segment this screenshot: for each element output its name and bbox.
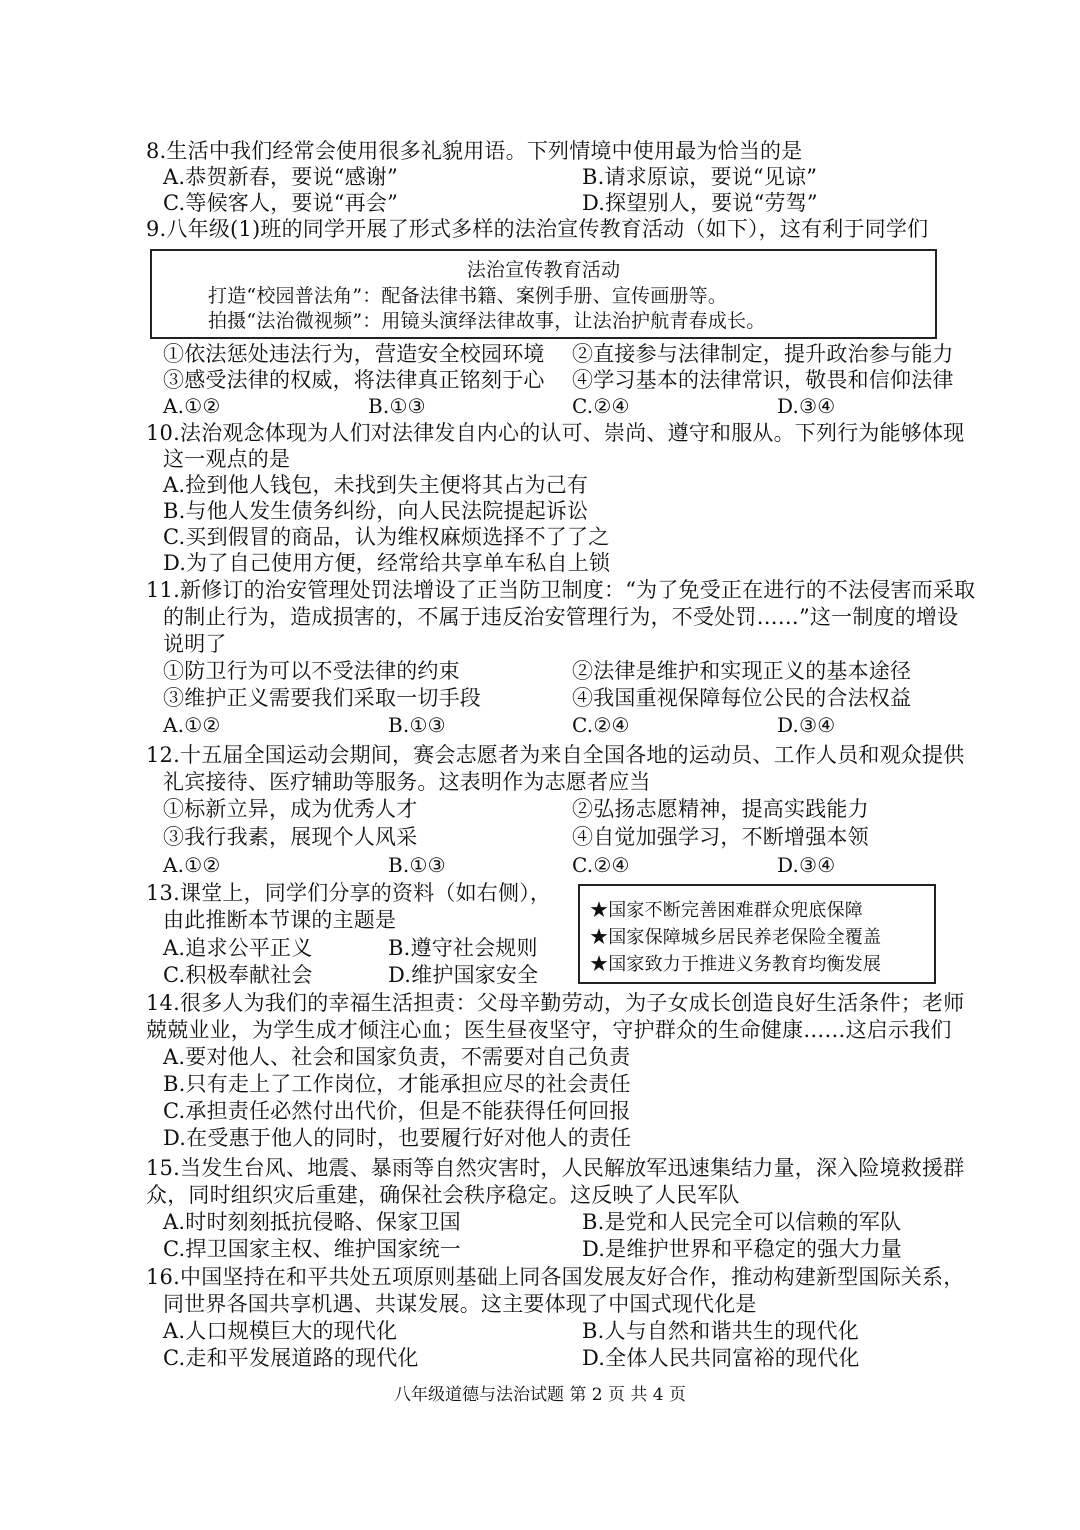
question-10-option-b: B.与他人发生债务纠纷，向人民法院提起诉讼 — [163, 499, 589, 523]
question-13-stem: 13.课堂上，同学们分享的资料（如右侧）， — [146, 881, 552, 905]
question-9-stem: 9.八年级(1)班的同学开展了形式多样的法治宣传教育活动（如下），这有利于同学们 — [146, 217, 929, 241]
question-11-option-b: B.①③ — [388, 713, 446, 737]
question-10-option-a: A.捡到他人钱包，未找到失主便将其占为己有 — [163, 473, 589, 497]
question-12-option-c: C.②④ — [572, 853, 630, 877]
question-13-option-a: A.追求公平正义 — [163, 936, 313, 960]
question-9-option-d: D.③④ — [777, 394, 836, 418]
question-10-stem-cont: 这一观点的是 — [163, 447, 291, 471]
question-13-option-b: B.遵守社会规则 — [388, 936, 538, 960]
question-11-stem-cont-2: 说明了 — [163, 632, 227, 656]
question-16-option-b: B.人与自然和谐共生的现代化 — [582, 1319, 859, 1343]
question-12-option-a: A.①② — [163, 853, 221, 877]
question-11-stem-cont: 的制止行为，造成损害的，不属于违反治安管理行为，不受处罚……”这一制度的增设 — [163, 605, 959, 629]
question-15-option-b: B.是党和人民完全可以信赖的军队 — [582, 1210, 902, 1234]
question-8-option-d: D.探望别人，要说“劳驾” — [582, 191, 818, 215]
question-11-statement-2: ②法律是维护和实现正义的基本途径 — [572, 659, 912, 683]
page-footer: 八年级道德与法治试题 第 2 页 共 4 页 — [393, 1385, 687, 1405]
question-15-stem-cont: 众，同时组织灾后重建，确保社会秩序稳定。这反映了人民军队 — [146, 1183, 740, 1207]
material-box-line-3: ★国家致力于推进义务教育均衡发展 — [590, 954, 882, 975]
material-box-line-2: ★国家保障城乡居民养老保险全覆盖 — [590, 927, 882, 948]
question-15-option-a: A.时时刻刻抵抗侵略、保家卫国 — [163, 1210, 461, 1234]
question-8-option-a: A.恭贺新春，要说“感谢” — [163, 165, 398, 189]
material-box-line-2: 拍摄“法治微视频”：用镜头演绎法律故事，让法治护航青春成长。 — [208, 310, 766, 332]
question-10-stem: 10.法治观念体现为人们对法律发自内心的认可、崇尚、遵守和服从。下列行为能够体现 — [146, 421, 965, 445]
question-12-statement-1: ①标新立异，成为优秀人才 — [163, 797, 418, 821]
question-12-statement-4: ④自觉加强学习，不断增强本领 — [572, 825, 869, 849]
question-11-statement-4: ④我国重视保障每位公民的合法权益 — [572, 686, 912, 710]
question-9-statement-4: ④学习基本的法律常识，敬畏和信仰法律 — [572, 368, 954, 392]
question-12-statement-2: ②弘扬志愿精神，提高实践能力 — [572, 797, 869, 821]
question-14-stem-cont: 兢兢业业，为学生成才倾注心血；医生昼夜坚守，守护群众的生命健康……这启示我们 — [146, 1018, 952, 1042]
question-16-option-d: D.全体人民共同富裕的现代化 — [582, 1346, 860, 1370]
question-9-statement-1: ①依法惩处违法行为，营造安全校园环境 — [163, 342, 545, 366]
question-12-option-b: B.①③ — [388, 853, 446, 877]
question-11-statement-1: ①防卫行为可以不受法律的约束 — [163, 659, 460, 683]
material-box-line-1: ★国家不断完善困难群众兜底保障 — [590, 900, 863, 921]
question-15-option-d: D.是维护世界和平稳定的强大力量 — [582, 1237, 902, 1261]
question-16-stem-cont: 同世界各国共享机遇、共谋发展。这主要体现了中国式现代化是 — [163, 1292, 757, 1316]
question-12-option-d: D.③④ — [777, 853, 836, 877]
question-9-option-b: B.①③ — [368, 394, 426, 418]
material-box-line-1: 打造“校园普法角”：配备法律书籍、案例手册、宣传画册等。 — [208, 285, 728, 307]
question-10-option-d: D.为了自己使用方便，经常给共享单车私自上锁 — [163, 551, 611, 575]
question-11-option-a: A.①② — [163, 713, 221, 737]
question-9-option-c: C.②④ — [572, 394, 630, 418]
question-16-stem: 16.中国坚持在和平共处五项原则基础上同各国发展友好合作，推动构建新型国际关系， — [146, 1265, 965, 1289]
question-10-option-c: C.买到假冒的商品，认为维权麻烦选择不了了之 — [163, 525, 610, 549]
question-14-stem: 14.很多人为我们的幸福生活担责：父母辛勤劳动，为子女成长创造良好生活条件；老师 — [146, 991, 965, 1015]
question-9-material-box — [150, 249, 937, 339]
question-9-statement-3: ③感受法律的权威，将法律真正铭刻于心 — [163, 368, 545, 392]
question-16-option-a: A.人口规模巨大的现代化 — [163, 1319, 398, 1343]
question-14-option-b: B.只有走上了工作岗位，才能承担应尽的社会责任 — [163, 1072, 631, 1096]
question-15-stem: 15.当发生台风、地震、暴雨等自然灾害时，人民解放军迅速集结力量，深入险境救援群 — [146, 1156, 965, 1180]
material-box-title: 法治宣传教育活动 — [466, 259, 621, 281]
question-13-option-d: D.维护国家安全 — [388, 963, 539, 987]
question-12-statement-3: ③我行我素，展现个人风采 — [163, 825, 418, 849]
question-12-stem: 12.十五届全国运动会期间，赛会志愿者为来自全国各地的运动员、工作人员和观众提供 — [146, 743, 965, 767]
question-13-material-box — [578, 884, 936, 984]
question-8-option-c: C.等候客人，要说“再会” — [163, 191, 399, 215]
question-11-stem: 11.新修订的治安管理处罚法增设了正当防卫制度：“为了免受正在进行的不法侵害而采取 — [146, 578, 976, 602]
question-8-stem: 8.生活中我们经常会使用很多礼貌用语。下列情境中使用最为恰当的是 — [146, 139, 803, 163]
question-11-option-d: D.③④ — [777, 713, 836, 737]
question-16-option-c: C.走和平发展道路的现代化 — [163, 1346, 419, 1370]
question-14-option-c: C.承担责任必然付出代价，但是不能获得任何回报 — [163, 1099, 631, 1123]
question-14-option-d: D.在受惠于他人的同时，也要履行好对他人的责任 — [163, 1126, 632, 1150]
question-9-option-a: A.①② — [163, 394, 221, 418]
question-9-statement-2: ②直接参与法律制定，提升政治参与能力 — [572, 342, 954, 366]
question-12-stem-cont: 礼宾接待、医疗辅助等服务。这表明作为志愿者应当 — [163, 770, 651, 794]
question-11-statement-3: ③维护正义需要我们采取一切手段 — [163, 686, 481, 710]
question-11-option-c: C.②④ — [572, 713, 630, 737]
question-8-option-b: B.请求原谅，要说“见谅” — [582, 165, 818, 189]
question-13-option-c: C.积极奉献社会 — [163, 963, 313, 987]
question-14-option-a: A.要对他人、社会和国家负责，不需要对自己负责 — [163, 1045, 631, 1069]
question-13-stem-cont: 由此推断本节课的主题是 — [163, 908, 397, 932]
question-15-option-c: C.捍卫国家主权、维护国家统一 — [163, 1237, 461, 1261]
